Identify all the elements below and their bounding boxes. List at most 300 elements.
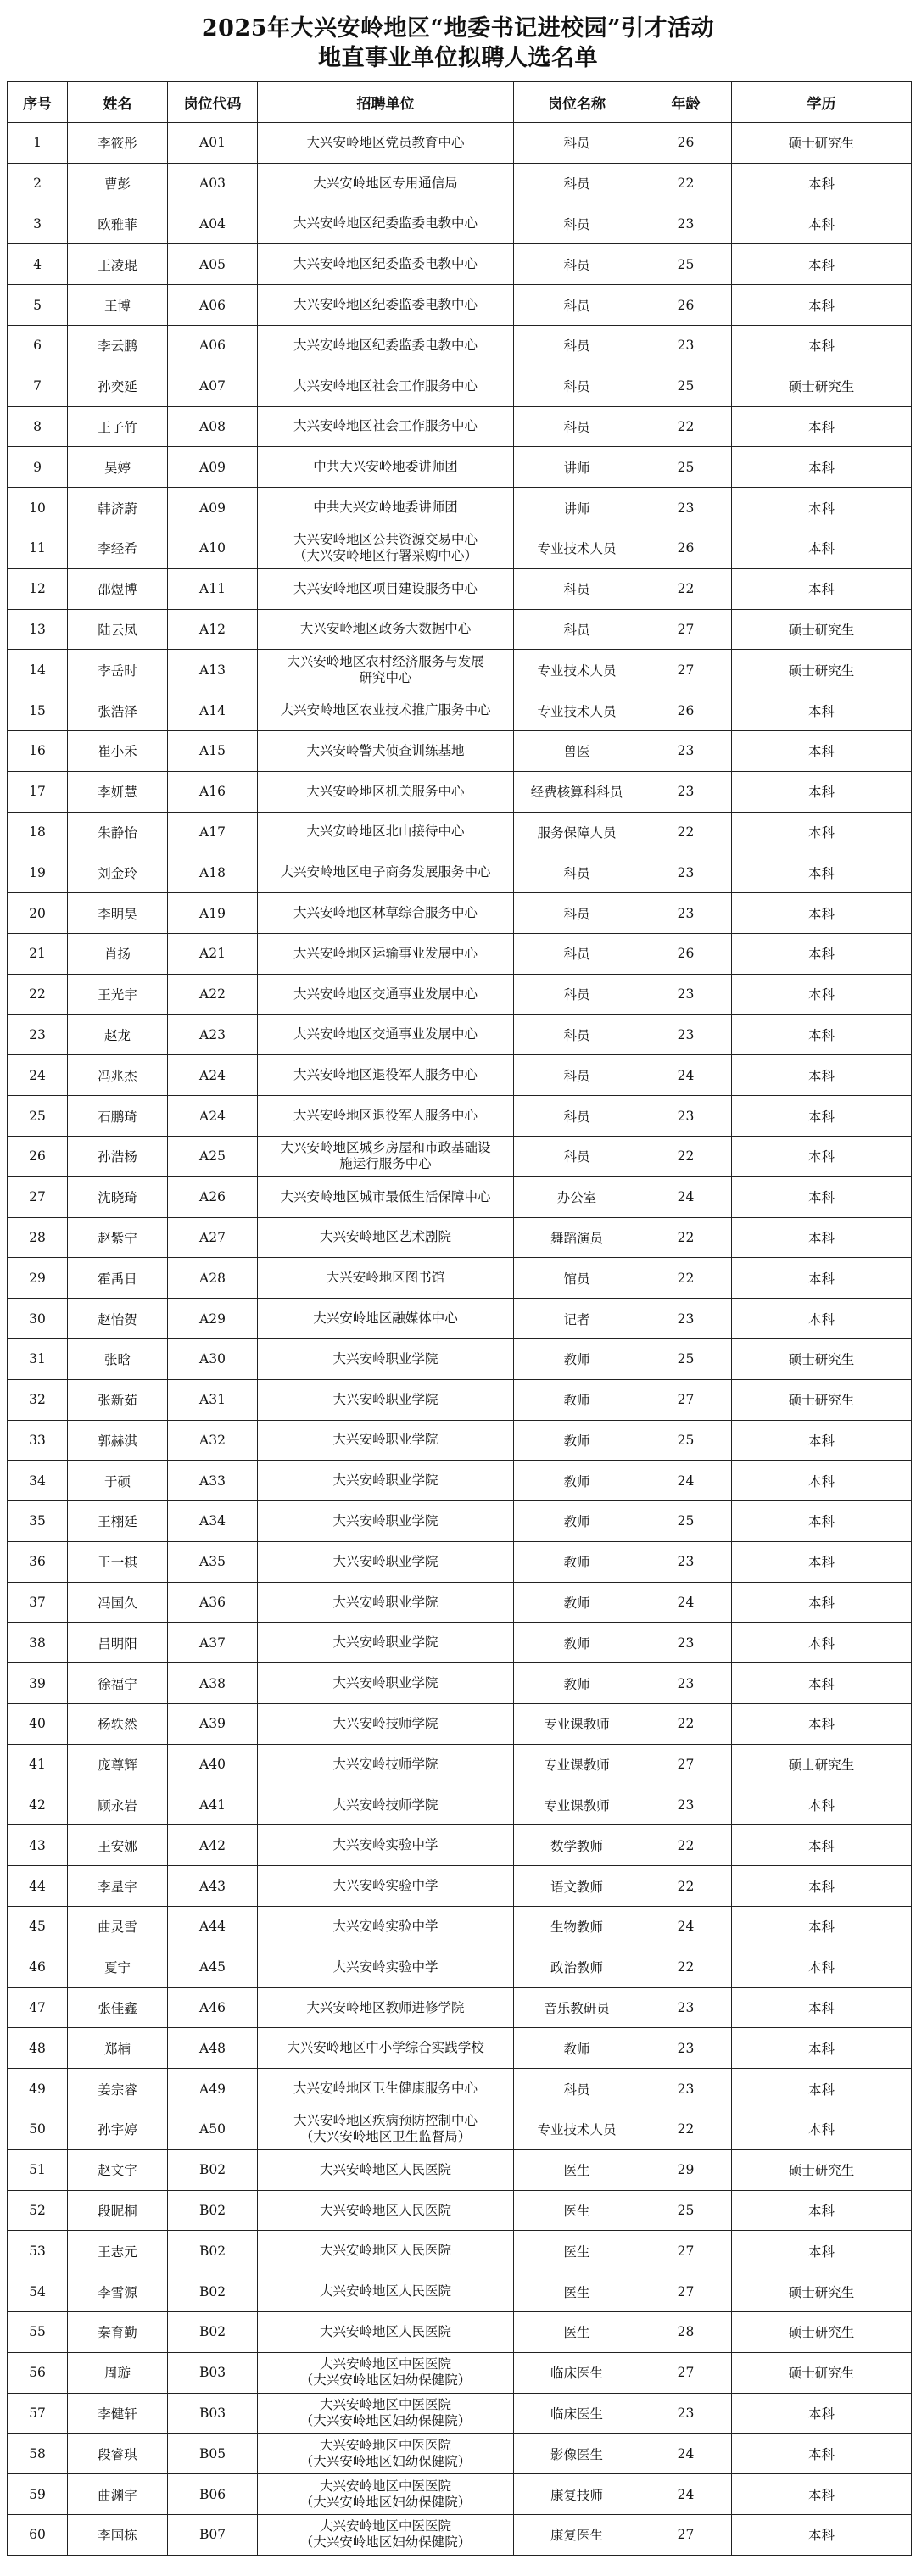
table-row xyxy=(8,2434,912,2474)
cell-name: 李健轩 xyxy=(68,2393,168,2434)
cell-post-code: A24 xyxy=(168,1055,258,1096)
cell-index: 19 xyxy=(8,852,68,893)
cell-education: 本科 xyxy=(732,1096,912,1137)
table-row xyxy=(8,933,912,974)
cell-employer xyxy=(258,1379,514,1420)
cell-age: 27 xyxy=(640,2271,732,2312)
cell-name: 段昵桐 xyxy=(68,2190,168,2231)
cell-education: 本科 xyxy=(732,1785,912,1825)
cell-employer xyxy=(258,771,514,812)
cell-index: 25 xyxy=(8,1096,68,1137)
table-row xyxy=(8,2190,912,2231)
cell-education: 硕士研究生 xyxy=(732,1379,912,1420)
cell-post-name: 康复医生 xyxy=(514,2515,640,2556)
cell-employer xyxy=(258,1338,514,1379)
cell-post-name: 教师 xyxy=(514,1420,640,1461)
cell-index: 11 xyxy=(8,528,68,568)
cell-post-name: 语文教师 xyxy=(514,1866,640,1907)
cell-index: 2 xyxy=(8,163,68,204)
cell-name: 王子竹 xyxy=(68,406,168,447)
cell-index: 48 xyxy=(8,2028,68,2069)
cell-education: 硕士研究生 xyxy=(732,2149,912,2190)
cell-post-code: A33 xyxy=(168,1461,258,1501)
cell-post-name: 科员 xyxy=(514,933,640,974)
table-row xyxy=(8,1744,912,1785)
cell-education: 本科 xyxy=(732,1501,912,1542)
cell-name: 欧雅菲 xyxy=(68,204,168,244)
cell-name: 石鹏琦 xyxy=(68,1096,168,1137)
table-row xyxy=(8,974,912,1014)
cell-age: 23 xyxy=(640,1987,732,2028)
table-row xyxy=(8,1379,912,1420)
cell-index: 31 xyxy=(8,1338,68,1379)
cell-age: 22 xyxy=(640,1258,732,1299)
cell-post-name: 科员 xyxy=(514,974,640,1014)
cell-name: 吴婷 xyxy=(68,447,168,488)
table-row xyxy=(8,2352,912,2393)
cell-post-code: A49 xyxy=(168,2069,258,2109)
employer-line2: （大兴安岭地区妇幼保健院） xyxy=(299,2494,472,2510)
cell-employer xyxy=(258,609,514,650)
cell-education: 本科 xyxy=(732,568,912,609)
cell-post-code: A17 xyxy=(168,812,258,852)
employer-line1: 大兴安岭职业学院 xyxy=(332,1594,438,1610)
cell-education: 本科 xyxy=(732,1987,912,2028)
table-row xyxy=(8,123,912,164)
cell-post-name: 专业课教师 xyxy=(514,1785,640,1825)
cell-age: 23 xyxy=(640,325,732,366)
cell-education: 硕士研究生 xyxy=(732,1338,912,1379)
employer-line1: 大兴安岭地区农业技术推广服务中心 xyxy=(280,702,491,718)
cell-index: 37 xyxy=(8,1582,68,1623)
employer-line1: 大兴安岭实验中学 xyxy=(332,1837,438,1853)
cell-education: 本科 xyxy=(732,852,912,893)
employer-line1: 大兴安岭地区中医医院 xyxy=(319,2437,451,2453)
cell-index: 21 xyxy=(8,933,68,974)
cell-education: 硕士研究生 xyxy=(732,2312,912,2353)
cell-age: 22 xyxy=(640,1947,732,1987)
table-row xyxy=(8,2109,912,2150)
cell-name: 段睿琪 xyxy=(68,2434,168,2474)
cell-post-code: A19 xyxy=(168,893,258,934)
cell-age: 23 xyxy=(640,1541,732,1582)
table-row xyxy=(8,568,912,609)
cell-employer xyxy=(258,204,514,244)
employer-line1: 大兴安岭地区党员教育中心 xyxy=(306,134,465,150)
cell-post-code: A44 xyxy=(168,1907,258,1947)
table-row xyxy=(8,650,912,690)
table-row xyxy=(8,2271,912,2312)
cell-name: 李雪源 xyxy=(68,2271,168,2312)
cell-name: 曲灵雪 xyxy=(68,1907,168,1947)
table-row xyxy=(8,2312,912,2353)
cell-education: 本科 xyxy=(732,1136,912,1176)
cell-age: 23 xyxy=(640,730,732,771)
cell-post-code: A48 xyxy=(168,2028,258,2069)
cell-index: 27 xyxy=(8,1176,68,1217)
cell-index: 41 xyxy=(8,1744,68,1785)
cell-name: 刘金玲 xyxy=(68,852,168,893)
cell-post-name: 专业课教师 xyxy=(514,1744,640,1785)
header-name: 姓名 xyxy=(68,82,168,123)
cell-employer xyxy=(258,244,514,285)
cell-education: 本科 xyxy=(732,1299,912,1339)
employer-line1: 大兴安岭地区卫生健康服务中心 xyxy=(293,2081,478,2097)
cell-index: 51 xyxy=(8,2149,68,2190)
cell-age: 23 xyxy=(640,2069,732,2109)
cell-employer xyxy=(258,1217,514,1258)
cell-post-name: 教师 xyxy=(514,1541,640,1582)
cell-post-name: 舞蹈演员 xyxy=(514,1217,640,1258)
cell-name: 张新茹 xyxy=(68,1379,168,1420)
cell-employer xyxy=(258,123,514,164)
cell-post-name: 音乐教研员 xyxy=(514,1987,640,2028)
cell-post-name: 临床医生 xyxy=(514,2352,640,2393)
cell-name: 肖扬 xyxy=(68,933,168,974)
cell-name: 赵文宇 xyxy=(68,2149,168,2190)
cell-post-code: B05 xyxy=(168,2434,258,2474)
cell-post-code: A37 xyxy=(168,1623,258,1663)
cell-age: 27 xyxy=(640,2231,732,2271)
cell-employer xyxy=(258,2069,514,2109)
cell-post-code: A45 xyxy=(168,1947,258,1987)
cell-employer xyxy=(258,1663,514,1704)
employer-line1: 大兴安岭地区退役军人服务中心 xyxy=(293,1108,478,1124)
header-employer: 招聘单位 xyxy=(258,82,514,123)
cell-name: 沈晓琦 xyxy=(68,1176,168,1217)
cell-index: 16 xyxy=(8,730,68,771)
table-row xyxy=(8,1136,912,1176)
cell-post-code: A28 xyxy=(168,1258,258,1299)
cell-index: 22 xyxy=(8,974,68,1014)
employer-line1: 大兴安岭职业学院 xyxy=(332,1553,438,1569)
employer-line1: 大兴安岭地区退役军人服务中心 xyxy=(293,1067,478,1083)
cell-index: 47 xyxy=(8,1987,68,2028)
cell-education: 硕士研究生 xyxy=(732,609,912,650)
cell-employer xyxy=(258,1623,514,1663)
cell-age: 24 xyxy=(640,1176,732,1217)
cell-index: 32 xyxy=(8,1379,68,1420)
table-row xyxy=(8,528,912,568)
employer-line1: 大兴安岭地区人民医院 xyxy=(319,2161,451,2177)
table-row xyxy=(8,2474,912,2515)
cell-index: 55 xyxy=(8,2312,68,2353)
table-row xyxy=(8,1947,912,1987)
cell-post-name: 数学教师 xyxy=(514,1825,640,1866)
cell-index: 43 xyxy=(8,1825,68,1866)
employer-line2: （大兴安岭地区卫生监督局） xyxy=(299,2129,472,2145)
cell-index: 9 xyxy=(8,447,68,488)
cell-post-code: A38 xyxy=(168,1663,258,1704)
table-row xyxy=(8,812,912,852)
employer-line1: 大兴安岭职业学院 xyxy=(332,1634,438,1651)
cell-post-code: A23 xyxy=(168,1014,258,1055)
cell-index: 28 xyxy=(8,1217,68,1258)
cell-index: 26 xyxy=(8,1136,68,1176)
cell-post-code: A26 xyxy=(168,1176,258,1217)
cell-employer xyxy=(258,1541,514,1582)
employer-line1: 大兴安岭地区林草综合服务中心 xyxy=(293,905,478,921)
cell-age: 25 xyxy=(640,1338,732,1379)
cell-education: 本科 xyxy=(732,2028,912,2069)
employer-line1: 大兴安岭地区运输事业发展中心 xyxy=(293,945,478,961)
cell-age: 22 xyxy=(640,406,732,447)
employer-line1: 大兴安岭地区教师进修学院 xyxy=(306,1999,465,2015)
cell-post-code: A27 xyxy=(168,1217,258,1258)
cell-post-name: 服务保障人员 xyxy=(514,812,640,852)
cell-index: 49 xyxy=(8,2069,68,2109)
cell-employer xyxy=(258,974,514,1014)
header-index: 序号 xyxy=(8,82,68,123)
cell-index: 20 xyxy=(8,893,68,934)
table-row xyxy=(8,690,912,731)
cell-post-code: A22 xyxy=(168,974,258,1014)
employer-line1: 大兴安岭技师学院 xyxy=(332,1796,438,1813)
table-row xyxy=(8,488,912,528)
employer-line1: 大兴安岭地区农村经济服务与发展 xyxy=(287,653,484,669)
employer-line1: 大兴安岭地区艺术剧院 xyxy=(319,1229,451,1245)
cell-education: 本科 xyxy=(732,893,912,934)
cell-employer xyxy=(258,2231,514,2271)
cell-index: 15 xyxy=(8,690,68,731)
cell-name: 赵龙 xyxy=(68,1014,168,1055)
employer-line1: 大兴安岭地区项目建设服务中心 xyxy=(293,580,478,596)
cell-post-name: 科员 xyxy=(514,1014,640,1055)
cell-age: 25 xyxy=(640,366,732,406)
cell-post-name: 教师 xyxy=(514,1461,640,1501)
cell-name: 赵紫宁 xyxy=(68,1217,168,1258)
cell-post-name: 科员 xyxy=(514,244,640,285)
cell-post-code: B06 xyxy=(168,2474,258,2515)
cell-post-code: A18 xyxy=(168,852,258,893)
employer-line2: （大兴安岭地区妇幼保健院） xyxy=(299,2453,472,2469)
cell-post-code: A42 xyxy=(168,1825,258,1866)
cell-education: 本科 xyxy=(732,1541,912,1582)
employer-line1: 大兴安岭实验中学 xyxy=(332,1918,438,1934)
cell-age: 26 xyxy=(640,690,732,731)
cell-age: 24 xyxy=(640,2474,732,2515)
employer-line1: 大兴安岭地区专用通信局 xyxy=(313,175,458,191)
cell-age: 23 xyxy=(640,488,732,528)
table-row xyxy=(8,1907,912,1947)
employer-line2: 研究中心 xyxy=(359,669,412,685)
table-row xyxy=(8,1825,912,1866)
cell-name: 霍禹日 xyxy=(68,1258,168,1299)
cell-name: 王一棋 xyxy=(68,1541,168,1582)
cell-post-code: A06 xyxy=(168,325,258,366)
table-row xyxy=(8,730,912,771)
cell-age: 23 xyxy=(640,1014,732,1055)
cell-age: 27 xyxy=(640,650,732,690)
employer-line2: （大兴安岭地区妇幼保健院） xyxy=(299,2413,472,2429)
employer-line1: 大兴安岭地区人民医院 xyxy=(319,2202,451,2218)
employer-line1: 大兴安岭职业学院 xyxy=(332,1512,438,1528)
cell-employer xyxy=(258,447,514,488)
cell-post-code: A40 xyxy=(168,1744,258,1785)
cell-index: 38 xyxy=(8,1623,68,1663)
table-row xyxy=(8,893,912,934)
table-row xyxy=(8,1501,912,1542)
cell-index: 17 xyxy=(8,771,68,812)
cell-age: 25 xyxy=(640,1501,732,1542)
cell-age: 23 xyxy=(640,1785,732,1825)
cell-name: 邵煜博 xyxy=(68,568,168,609)
employer-line1: 大兴安岭地区纪委监委电教中心 xyxy=(293,337,478,353)
cell-education: 本科 xyxy=(732,1176,912,1217)
cell-name: 王凌琨 xyxy=(68,244,168,285)
employer-line2: （大兴安岭地区妇幼保健院） xyxy=(299,2534,472,2551)
cell-index: 24 xyxy=(8,1055,68,1096)
cell-post-code: A41 xyxy=(168,1785,258,1825)
employer-line1: 大兴安岭地区纪委监委电教中心 xyxy=(293,256,478,272)
cell-education: 本科 xyxy=(732,204,912,244)
cell-post-name: 经费核算科科员 xyxy=(514,771,640,812)
cell-employer xyxy=(258,2434,514,2474)
cell-employer xyxy=(258,1785,514,1825)
table-row xyxy=(8,1096,912,1137)
employer-line1: 大兴安岭地区电子商务发展服务中心 xyxy=(280,864,491,880)
cell-post-code: B02 xyxy=(168,2149,258,2190)
cell-post-code: A05 xyxy=(168,244,258,285)
table-row xyxy=(8,406,912,447)
employer-line1: 大兴安岭实验中学 xyxy=(332,1959,438,1975)
cell-index: 57 xyxy=(8,2393,68,2434)
cell-post-name: 教师 xyxy=(514,1379,640,1420)
cell-age: 27 xyxy=(640,1379,732,1420)
cell-index: 18 xyxy=(8,812,68,852)
employer-line1: 大兴安岭实验中学 xyxy=(332,1878,438,1894)
employer-line1: 大兴安岭职业学院 xyxy=(332,1350,438,1366)
cell-post-code: A31 xyxy=(168,1379,258,1420)
cell-index: 8 xyxy=(8,406,68,447)
cell-age: 25 xyxy=(640,244,732,285)
employer-line1: 大兴安岭地区纪委监委电教中心 xyxy=(293,297,478,313)
cell-name: 于硕 xyxy=(68,1461,168,1501)
cell-name: 李国栋 xyxy=(68,2515,168,2556)
cell-employer xyxy=(258,650,514,690)
cell-age: 23 xyxy=(640,893,732,934)
cell-employer xyxy=(258,2312,514,2353)
cell-education: 硕士研究生 xyxy=(732,366,912,406)
cell-education: 本科 xyxy=(732,812,912,852)
cell-education: 本科 xyxy=(732,730,912,771)
cell-employer xyxy=(258,568,514,609)
cell-employer xyxy=(258,812,514,852)
table-row xyxy=(8,163,912,204)
cell-age: 22 xyxy=(640,568,732,609)
cell-employer xyxy=(258,730,514,771)
table-row xyxy=(8,1014,912,1055)
employer-line1: 大兴安岭地区社会工作服务中心 xyxy=(293,377,478,394)
cell-post-code: A43 xyxy=(168,1866,258,1907)
employer-line1: 中共大兴安岭地委讲师团 xyxy=(313,500,458,516)
employer-line1: 大兴安岭职业学院 xyxy=(332,1391,438,1407)
cell-index: 6 xyxy=(8,325,68,366)
cell-age: 22 xyxy=(640,1866,732,1907)
table-row xyxy=(8,1420,912,1461)
employer-line1: 大兴安岭地区中医医院 xyxy=(319,2356,451,2372)
cell-post-name: 教师 xyxy=(514,1501,640,1542)
cell-name: 赵怡贺 xyxy=(68,1299,168,1339)
cell-employer xyxy=(258,1987,514,2028)
cell-name: 杨轶然 xyxy=(68,1704,168,1745)
cell-post-code: A15 xyxy=(168,730,258,771)
employer-line1: 大兴安岭地区公共资源交易中心 xyxy=(293,532,478,548)
cell-age: 23 xyxy=(640,852,732,893)
header-post-code: 岗位代码 xyxy=(168,82,258,123)
cell-name: 李明昊 xyxy=(68,893,168,934)
cell-education: 本科 xyxy=(732,1420,912,1461)
table-row xyxy=(8,244,912,285)
table-row xyxy=(8,1541,912,1582)
employer-line1: 大兴安岭地区社会工作服务中心 xyxy=(293,418,478,434)
table-row xyxy=(8,2393,912,2434)
cell-age: 22 xyxy=(640,163,732,204)
cell-name: 冯兆杰 xyxy=(68,1055,168,1096)
employer-line1: 大兴安岭警犬侦查训练基地 xyxy=(306,742,465,758)
employer-line1: 大兴安岭职业学院 xyxy=(332,1432,438,1448)
cell-age: 24 xyxy=(640,1907,732,1947)
cell-post-name: 科员 xyxy=(514,609,640,650)
table-row xyxy=(8,447,912,488)
cell-age: 23 xyxy=(640,2028,732,2069)
cell-index: 1 xyxy=(8,123,68,164)
cell-post-name: 专业技术人员 xyxy=(514,528,640,568)
cell-post-name: 康复技师 xyxy=(514,2474,640,2515)
cell-education: 本科 xyxy=(732,2190,912,2231)
cell-age: 29 xyxy=(640,2149,732,2190)
cell-education: 本科 xyxy=(732,2231,912,2271)
cell-education: 本科 xyxy=(732,447,912,488)
cell-education: 硕士研究生 xyxy=(732,650,912,690)
cell-post-name: 专业课教师 xyxy=(514,1704,640,1745)
cell-post-name: 科员 xyxy=(514,325,640,366)
candidate-table xyxy=(7,81,912,2556)
cell-post-name: 科员 xyxy=(514,568,640,609)
employer-line1: 大兴安岭技师学院 xyxy=(332,1756,438,1772)
employer-line1: 大兴安岭地区人民医院 xyxy=(319,2323,451,2339)
cell-employer xyxy=(258,1055,514,1096)
cell-name: 李经希 xyxy=(68,528,168,568)
cell-age: 27 xyxy=(640,609,732,650)
document-title-line2: 地直事业单位拟聘人选名单 xyxy=(318,45,598,71)
cell-post-name: 讲师 xyxy=(514,447,640,488)
table-row xyxy=(8,1338,912,1379)
cell-employer xyxy=(258,2393,514,2434)
cell-age: 25 xyxy=(640,1420,732,1461)
cell-name: 陆云凤 xyxy=(68,609,168,650)
cell-post-code: A11 xyxy=(168,568,258,609)
cell-name: 吕明阳 xyxy=(68,1623,168,1663)
cell-post-name: 医生 xyxy=(514,2271,640,2312)
employer-line1: 大兴安岭地区交通事业发展中心 xyxy=(293,1026,478,1042)
cell-post-code: B02 xyxy=(168,2190,258,2231)
cell-employer xyxy=(258,2352,514,2393)
cell-post-code: A09 xyxy=(168,488,258,528)
cell-education: 硕士研究生 xyxy=(732,1744,912,1785)
cell-post-code: A13 xyxy=(168,650,258,690)
cell-post-name: 科员 xyxy=(514,285,640,326)
employer-line1: 大兴安岭技师学院 xyxy=(332,1715,438,1731)
cell-education: 本科 xyxy=(732,244,912,285)
cell-post-code: A39 xyxy=(168,1704,258,1745)
cell-employer xyxy=(258,1582,514,1623)
cell-post-code: A07 xyxy=(168,366,258,406)
cell-post-name: 医生 xyxy=(514,2149,640,2190)
cell-education: 硕士研究生 xyxy=(732,2352,912,2393)
cell-employer xyxy=(258,2515,514,2556)
cell-name: 孙奕延 xyxy=(68,366,168,406)
